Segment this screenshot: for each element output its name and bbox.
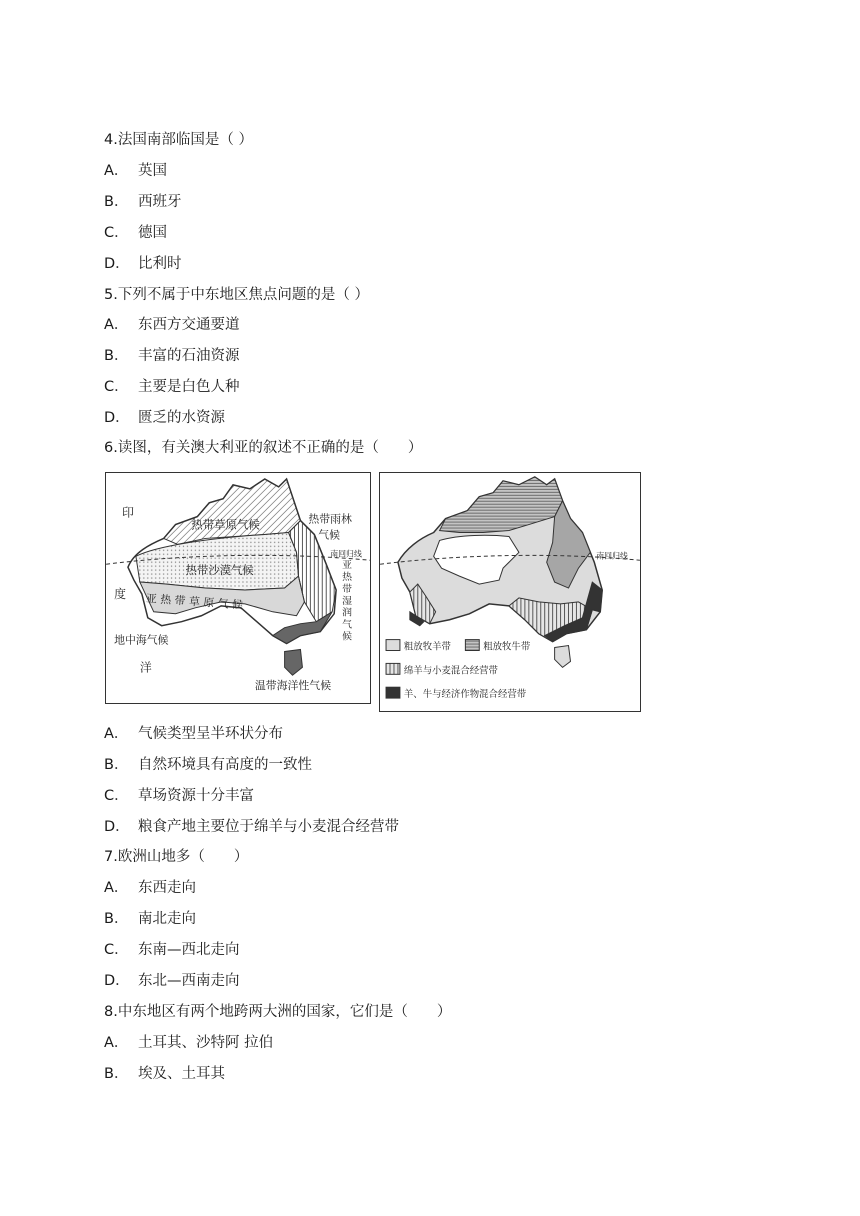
option-text: 东西方交通要道 (138, 317, 240, 333)
option-text: 西班牙 (138, 194, 182, 210)
question-7-option-a (104, 878, 196, 898)
question-4-option-b (104, 192, 182, 212)
option-letter: C． (104, 788, 129, 804)
humid-subtropical-char-7: 候 (342, 631, 353, 643)
humid-subtropical-char-5: 润 (342, 607, 353, 619)
tropical-rainforest-label-2: 气候 (318, 528, 341, 542)
question-8-option-b (104, 1064, 225, 1084)
option-text: 东南—西北走向 (138, 942, 240, 958)
question-5-option-a (104, 315, 240, 335)
tasmania (555, 646, 571, 668)
option-text: 东北—西南走向 (138, 973, 240, 989)
option-letter: A． (104, 163, 129, 179)
question-5-option-c (104, 377, 240, 397)
question-8-stem: 8.中东地区有两个地跨两大洲的国家，它们是（ ） (104, 1004, 452, 1020)
option-letter: D． (104, 256, 130, 272)
subtropical-grassland-label: 亚 热 带 草 原 气 候 (145, 591, 244, 612)
option-text: 主要是白色人种 (138, 379, 240, 395)
ocean-char-3: 洋 (139, 660, 152, 675)
tasmania (285, 649, 303, 675)
option-text: 粮食产地主要位于绵羊与小麦混合经营带 (138, 819, 399, 835)
option-text: 比利时 (138, 256, 182, 272)
option-letter: C． (104, 942, 129, 958)
question-6-stem: 6.读图，有关澳大利亚的叙述不正确的是（ ） (104, 440, 423, 456)
mediterranean-label: 地中海气候 (114, 633, 169, 647)
question-7-option-d (104, 971, 240, 991)
legend-swatch-sheep (386, 640, 400, 651)
tropical-desert-label: 热带沙漠气候 (185, 563, 254, 578)
tropical-rainforest-label-1: 热带雨林 (308, 512, 352, 526)
option-text: 丰富的石油资源 (138, 348, 240, 364)
question-7-option-b (104, 909, 196, 929)
option-text: 气候类型呈半环状分布 (138, 726, 283, 742)
option-text: 东西走向 (138, 880, 196, 896)
legend-label-sheep-wheat: 绵羊与小麦混合经营带 (403, 665, 498, 677)
option-letter: B． (104, 348, 129, 364)
legend-label-mixed: 羊、牛与经济作物混合经营带 (403, 689, 527, 701)
option-letter: A． (104, 726, 129, 742)
humid-subtropical-char-2: 热 (342, 572, 353, 584)
question-5-stem: 5.下列不属于中东地区焦点问题的是（ ） (104, 287, 369, 303)
option-letter: D． (104, 410, 130, 426)
humid-subtropical-char-4: 湿 (342, 595, 353, 607)
option-text: 自然环境具有高度的一致性 (138, 757, 312, 773)
option-letter: C． (104, 225, 129, 241)
australia-climate-map (105, 472, 371, 704)
legend-swatch-cattle (465, 640, 479, 651)
option-text: 草场资源十分丰富 (138, 788, 254, 804)
question-4-option-d (104, 254, 182, 274)
ocean-char-1: 印 (122, 505, 134, 520)
option-text: 埃及、土耳其 (138, 1066, 225, 1082)
question-6-option-b (104, 755, 312, 775)
question-4-option-c (104, 223, 167, 243)
legend-swatch-mixed (386, 687, 400, 698)
tropic-label: 南回归线 (330, 549, 362, 559)
australia-agriculture-map (379, 472, 641, 712)
legend-label-sheep: 粗放牧羊带 (403, 641, 451, 653)
marine-climate-label: 温带海洋性气候 (254, 679, 332, 693)
option-letter: B． (104, 757, 129, 773)
option-letter: D． (104, 819, 130, 835)
option-letter: A． (104, 317, 129, 333)
option-letter: C． (104, 379, 129, 395)
option-text: 匮乏的水资源 (138, 410, 225, 426)
humid-subtropical-char-1: 亚 (342, 560, 353, 572)
question-8-option-a (104, 1033, 273, 1053)
question-5-option-b (104, 346, 240, 366)
option-text: 土耳其、沙特阿 拉伯 (138, 1035, 274, 1051)
option-letter: B． (104, 194, 129, 210)
option-text: 南北走向 (138, 911, 196, 927)
tropical-grassland-label: 热带草原气候 (191, 517, 260, 532)
question-7-stem: 7.欧洲山地多（ ） (104, 849, 249, 865)
option-text: 英国 (138, 163, 167, 179)
option-letter: A． (104, 880, 129, 896)
question-4-option-a (104, 161, 167, 181)
option-letter: B． (104, 911, 129, 927)
option-letter: D． (104, 973, 130, 989)
legend-label-cattle: 粗放牧牛带 (483, 641, 531, 653)
humid-subtropical-char-6: 气 (342, 619, 353, 631)
option-text: 德国 (138, 225, 167, 241)
question-6-option-d (104, 817, 399, 837)
tropic-label: 南回归线 (596, 551, 628, 561)
option-letter: A． (104, 1035, 129, 1051)
legend-swatch-sheep-wheat (386, 663, 400, 674)
humid-subtropical-char-3: 带 (342, 583, 353, 595)
option-letter: B． (104, 1066, 129, 1082)
question-6-option-a (104, 724, 283, 744)
australia-figure (105, 472, 641, 712)
question-5-option-d (104, 408, 225, 428)
question-6-option-c (104, 786, 254, 806)
question-4-stem: 4.法国南部临国是（ ） (104, 132, 253, 148)
ocean-char-2: 度 (114, 586, 126, 601)
question-7-option-c (104, 940, 240, 960)
